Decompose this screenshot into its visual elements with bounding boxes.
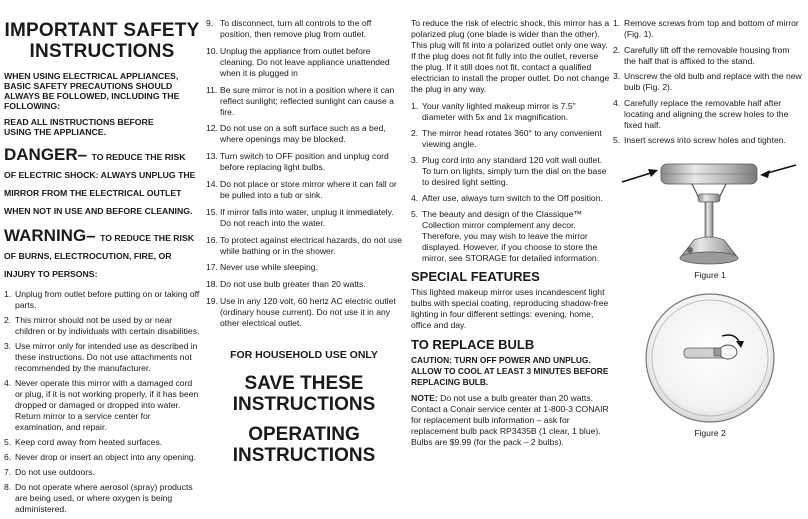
special-features-heading: SPECIAL FEATURES bbox=[411, 269, 540, 284]
list-item: 3. Unscrew the old bulb and replace with the new bulb (Fig. 2). bbox=[613, 71, 802, 93]
dial-icon bbox=[687, 247, 693, 253]
list-item: 18. Do not use bulb greater than 20 watts. bbox=[206, 279, 366, 290]
list-item: 2. Carefully lift off the removable housing from the half that is affixed to the stand. bbox=[613, 44, 790, 66]
warning-heading: WARNING– bbox=[4, 226, 96, 245]
list-item: 3. Plug cord into any standard 120 volt wall outlet. To turn on lights, simply turn the dial on the base to desired light setting. bbox=[411, 155, 607, 187]
list-item: 19. Use in any 120 volt, 60 hertz AC electric outlet (ordinary house current). Do not use it in any other electrical outlet. bbox=[206, 295, 396, 328]
list-item: 3. Use mirror only for intended use as described in these instructions. Do not use attachments not recommended by the manufacturer. bbox=[4, 341, 198, 373]
column-replace-steps bbox=[613, 18, 803, 151]
list-item: 16. To protect against electrical hazards, do not use while bathing or in the shower. bbox=[206, 234, 403, 256]
list-item: 5. Insert screws into screw holes and tighten. bbox=[613, 135, 786, 146]
list-item: 1. Remove screws from top and bottom of mirror (Fig. 1). bbox=[613, 18, 799, 39]
list-item: 12. Do not use on a soft surface such as a bed, where openings may be blocked. bbox=[206, 123, 386, 145]
read-all-notice: READ ALL INSTRUCTIONS BEFORE USING THE APPLIANCE. bbox=[4, 117, 154, 137]
column-safety bbox=[4, 0, 200, 519]
list-item: 7. Do not use outdoors. bbox=[4, 467, 95, 477]
operating-list bbox=[411, 101, 611, 264]
list-item: 6. Never drop or insert an object into any opening. bbox=[4, 452, 197, 462]
list-item: 10. Unplug the appliance from outlet before cleaning. Do not leave appliance unattended when it is plugged in bbox=[206, 45, 390, 78]
list-item: 4. Carefully replace the removable half after locating and aligning the screw holes to the fixed half. bbox=[613, 97, 789, 130]
warning-list bbox=[4, 289, 200, 515]
figure-2-illustration bbox=[622, 288, 798, 424]
list-item: 1. Your vanity lighted makeup mirror is 7.5" diameter with 5x and 1x magnification. bbox=[411, 101, 576, 122]
danger-heading: DANGER– bbox=[4, 145, 88, 164]
household-use-heading: FOR HOUSEHOLD USE ONLY bbox=[230, 348, 378, 361]
list-item: 8. Do not operate where aerosol (spray) products are being used, or where oxygen is being administered. bbox=[4, 482, 193, 514]
list-item: 13. Turn switch to OFF position and unplug cord before replacing light bulbs. bbox=[206, 151, 389, 173]
polarized-plug-notice: To reduce the risk of electric shock, this mirror has a polarized plug (one blade is wider than the other). This plug will fit into a polarized outlet only one way. If the plug does not fit fully into the outlet, reverse the plug. If it still does not fit, contact a qualified electrician to install the proper outlet. Do not change the plug in any way. bbox=[411, 18, 610, 94]
figure-1-caption: Figure 1 bbox=[694, 270, 726, 280]
danger-block bbox=[4, 145, 200, 219]
danger-text: TO REDUCE THE RISK OF ELECTRIC SHOCK: ALWAYS UNPLUG THE MIRROR FROM THE ELECTRICAL OUTLET WHEN NOT IN USE AND BEFORE CLEANING. bbox=[4, 152, 196, 216]
list-item: 15. If mirror falls into water, unplug it immediately. Do not reach into the water. bbox=[206, 206, 394, 228]
warning-text: TO REDUCE THE RISK OF BURNS, ELECTROCUTION, FIRE, OR INJURY TO PERSONS: bbox=[4, 233, 195, 279]
save-instructions-heading: SAVE THESE INSTRUCTIONS bbox=[232, 372, 376, 415]
list-item: 9. To disconnect, turn all controls to the off position, then remove plug from outlet. bbox=[206, 18, 372, 39]
warning-block bbox=[4, 226, 200, 282]
replace-bulb-steps bbox=[613, 18, 803, 146]
replace-bulb-heading: TO REPLACE BULB bbox=[411, 337, 535, 352]
list-item: 14. Do not place or store mirror where it can fall or be pulled into a tub or sink. bbox=[206, 178, 397, 200]
safety-intro: WHEN USING ELECTRICAL APPLIANCES, BASIC SAFETY PRECAUTIONS SHOULD ALWAYS BE FOLLOWED, INCLUDING THE FOLLOWING: bbox=[4, 71, 180, 111]
arrow-left-icon bbox=[622, 169, 658, 182]
caution-notice: CAUTION: TURN OFF POWER AND UNPLUG. ALLOW TO COOL AT LEAST 3 MINUTES BEFORE REPLACING BULB. bbox=[411, 355, 609, 387]
list-item: 5. Keep cord away from heated surfaces. bbox=[4, 437, 163, 447]
operating-instructions-heading: OPERATING INSTRUCTIONS bbox=[232, 423, 376, 466]
figure-2-caption: Figure 2 bbox=[694, 428, 726, 438]
special-features-text: This lighted makeup mirror uses incandescent light bulbs with special coating, reproducing shadow-free lighting in four different settings: evening, home, office and day. bbox=[411, 287, 609, 330]
list-item: 11. Be sure mirror is not in a position where it can reflect sunlight; reflected sunlight can cause a fire. bbox=[206, 84, 395, 117]
column-safety-continued bbox=[206, 18, 402, 466]
safety-list-continued bbox=[206, 18, 402, 329]
arrow-right-icon bbox=[760, 165, 796, 178]
list-item: 4. Never operate this mirror with a damaged cord or plug, if it is not working properly, if it has been dropped or damaged or dropped into water. Return mirror to a service center for examination, and repair. bbox=[4, 378, 199, 432]
note-text: Do not use a bulb greater than 20 watts. Contact a Conair service center at 1-800-3 CONAIR for replacement bulb information – ask for replacement bulb pack RP3435B (1 clear, 1 blue). Bulbs are $9.99 (for the pack – 2 bulbs). bbox=[411, 393, 609, 447]
note-block bbox=[411, 393, 611, 448]
list-item: 2. This mirror should not be used by or near children or by individuals with certain disabilities. bbox=[4, 315, 200, 336]
list-item: 17. Never use while sleeping. bbox=[206, 262, 318, 273]
list-item: 2. The mirror head rotates 360° to any convenient viewing angle. bbox=[411, 128, 602, 149]
safety-title: IMPORTANT SAFETY INSTRUCTIONS bbox=[4, 20, 200, 62]
note-label: NOTE: bbox=[411, 393, 438, 403]
column-operating bbox=[411, 18, 611, 448]
list-item: 1. Unplug from outlet before putting on or taking off parts. bbox=[4, 289, 200, 310]
list-item: 4. After use, always turn switch to the Off position. bbox=[411, 193, 603, 203]
mirror-stem bbox=[705, 202, 713, 240]
list-item: 5. The beauty and design of the Classique™ Collection mirror complement any decor. Therefore, you may wish to leave the mirror displayed. However, if you choose to store the mirror, see STORAGE for detailed information. bbox=[411, 209, 600, 263]
figure-1-illustration bbox=[614, 150, 804, 280]
